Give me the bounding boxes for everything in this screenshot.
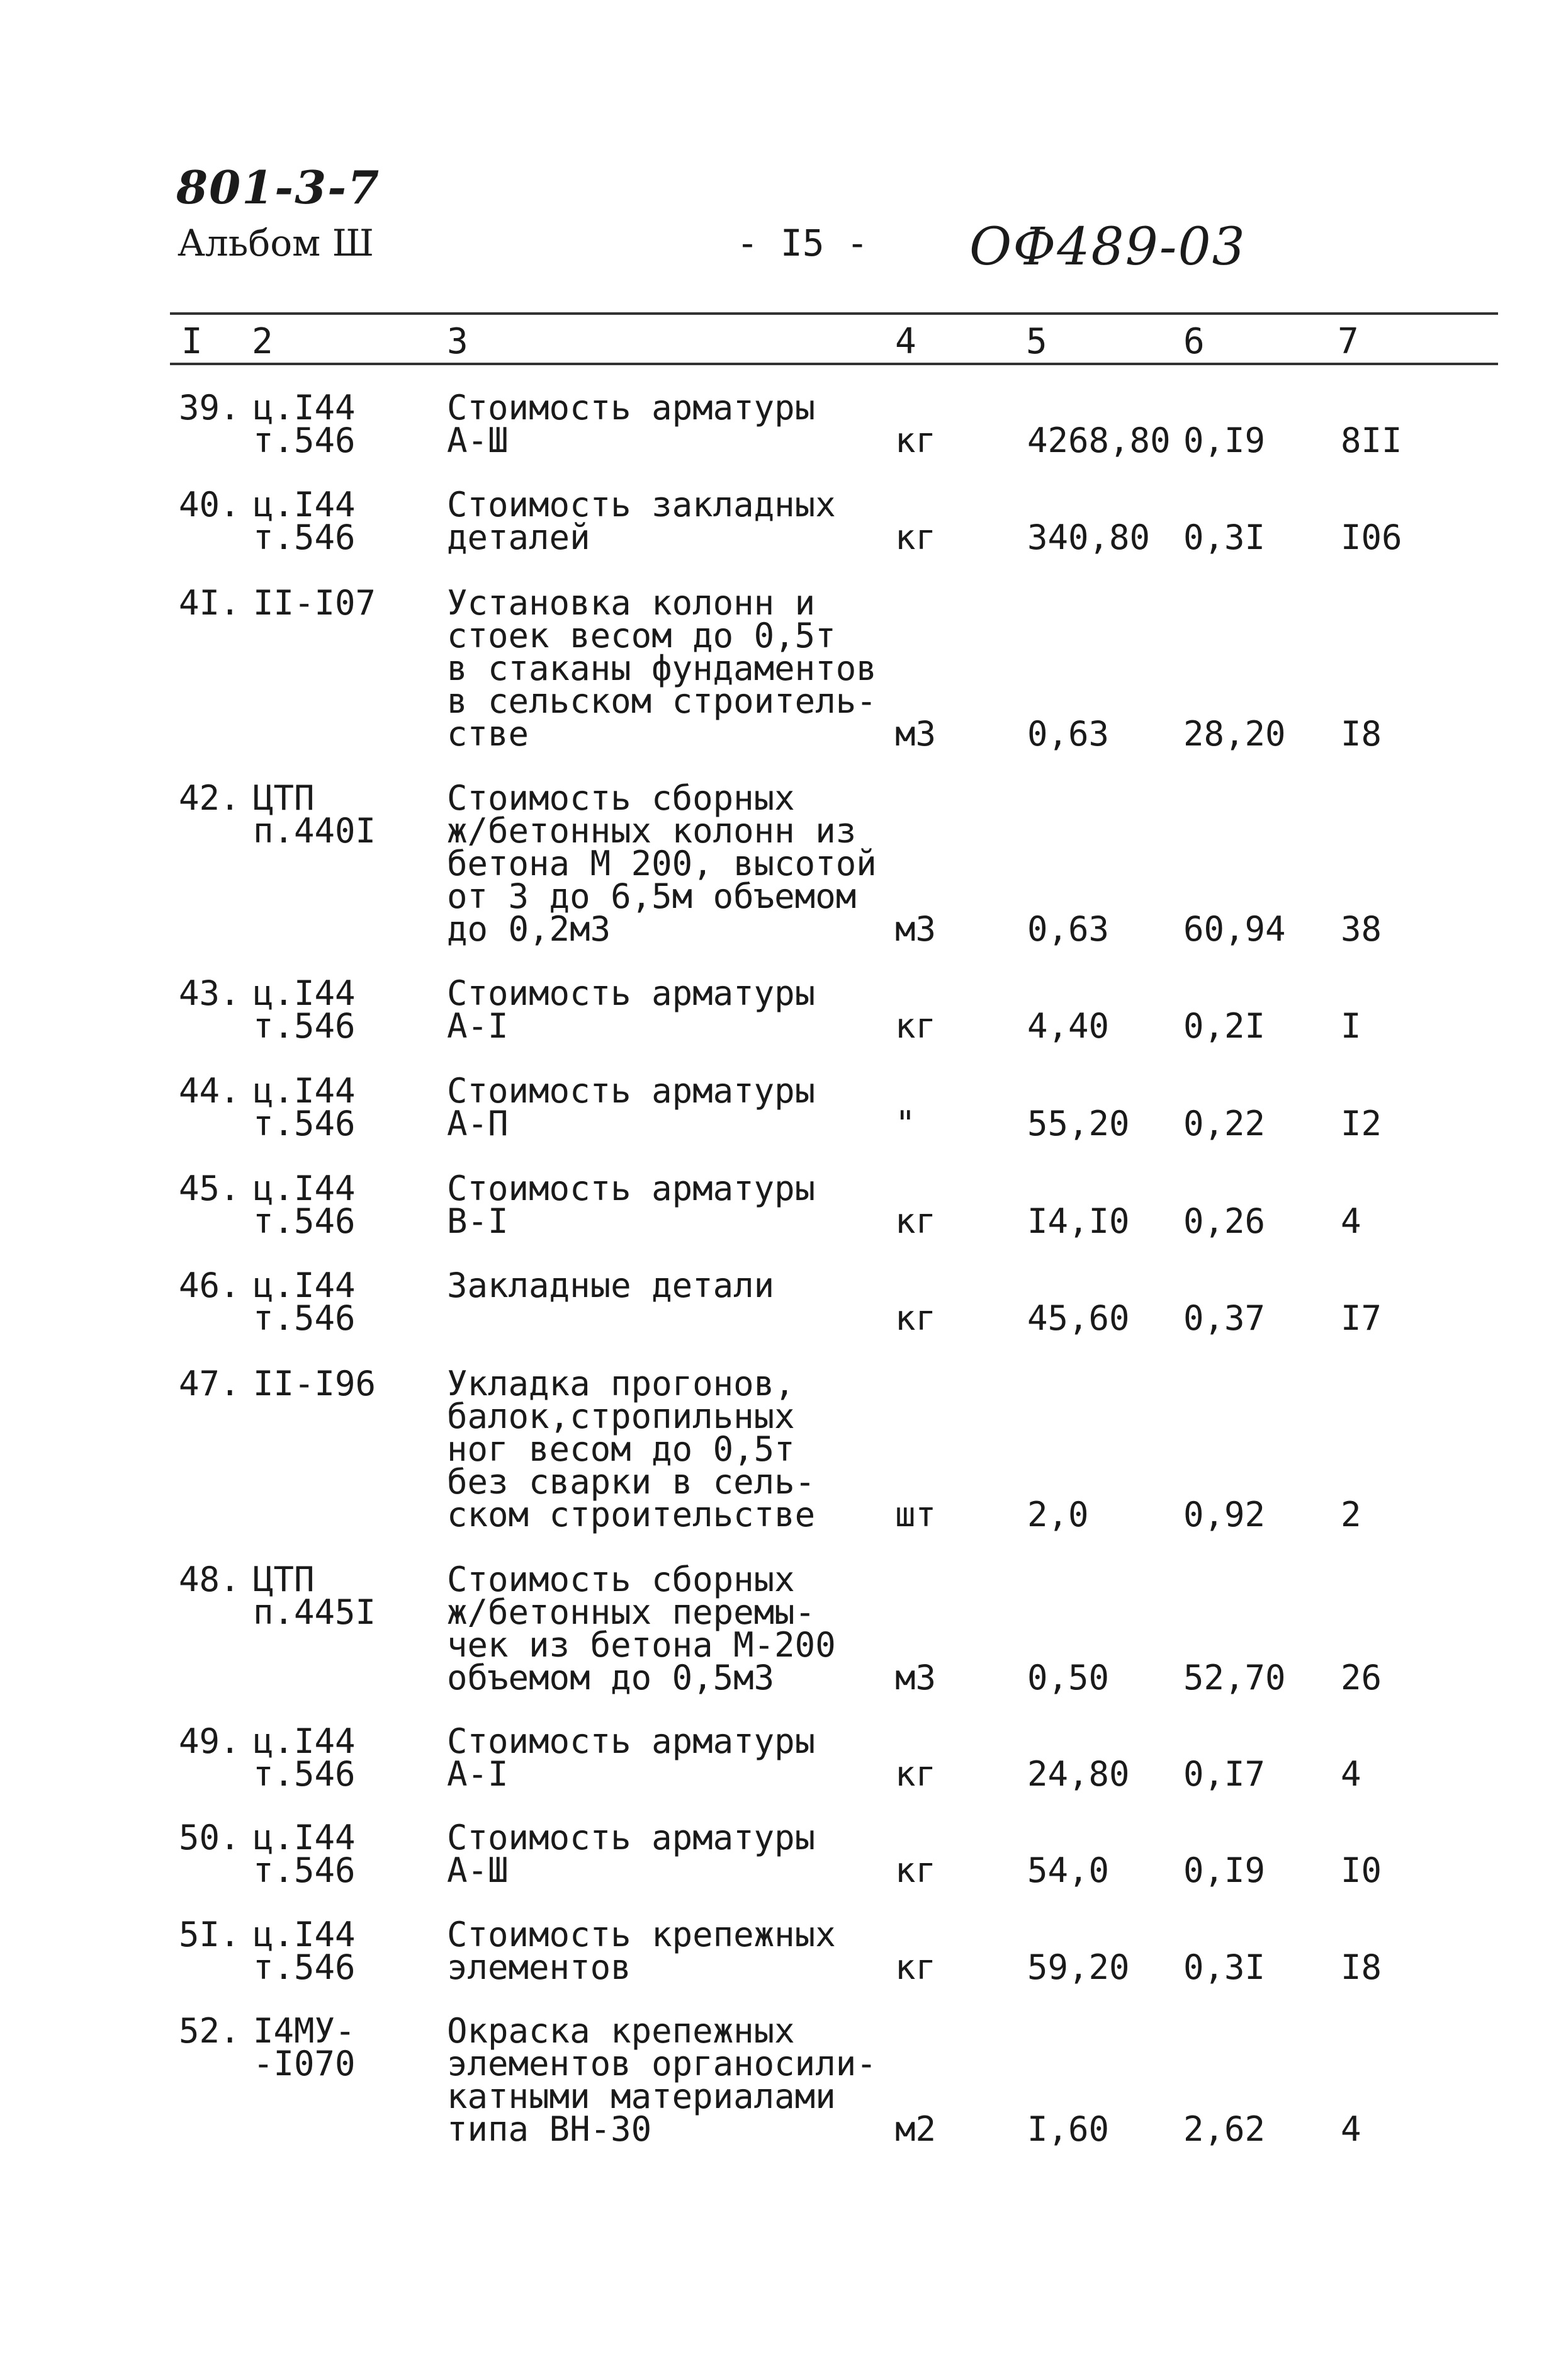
- row-unit: кг: [895, 518, 937, 557]
- row-total: I2: [1341, 1104, 1382, 1143]
- row-number: 49.: [179, 1721, 240, 1761]
- row-total: 2: [1341, 1495, 1361, 1534]
- row-description: Укладка прогонов, балок,стропильных ног весом до 0,5т без сварки в сель- ском строительстве: [447, 1364, 816, 1534]
- row-unit: кг: [895, 1850, 937, 1890]
- row-description: Стоимость арматуры А-Ш: [447, 388, 816, 460]
- row-quantity: 0,63: [1027, 714, 1110, 754]
- row-unit: ": [895, 1104, 916, 1143]
- row-quantity: 4,40: [1027, 1006, 1110, 1046]
- row-quantity: 54,0: [1027, 1850, 1110, 1890]
- row-unit-price: 0,92: [1183, 1495, 1266, 1534]
- column-header-1: I: [181, 321, 203, 362]
- row-number: 45.: [179, 1169, 240, 1208]
- row-description: Стоимость арматуры А-П: [447, 1071, 816, 1143]
- row-total: I06: [1341, 518, 1402, 557]
- row-total: I7: [1341, 1298, 1382, 1338]
- table-row: [0, 1364, 1561, 1534]
- page-number: - I5 -: [736, 222, 869, 264]
- row-unit-price: 0,37: [1183, 1298, 1266, 1338]
- row-quantity: I4,I0: [1027, 1201, 1130, 1241]
- column-header-3: 3: [447, 321, 468, 362]
- row-description: Стоимость сборных ж/бетонных колонн из бетона М 200, высотой от 3 до 6,5м объемом до 0,2м3: [447, 778, 877, 949]
- row-reference: ц.I44 т.546: [253, 388, 356, 460]
- handwritten-sheet-code: ОФ489-03: [969, 217, 1246, 277]
- table-row: [0, 1915, 1561, 1987]
- row-description: Стоимость закладных деталей: [447, 485, 836, 557]
- row-reference: ЦТП п.440I: [253, 778, 376, 851]
- row-total: 26: [1341, 1658, 1382, 1697]
- column-header-4: 4: [895, 321, 916, 362]
- row-unit: м3: [895, 909, 937, 949]
- row-unit-price: 0,I7: [1183, 1754, 1266, 1794]
- row-total: 4: [1341, 1754, 1361, 1794]
- row-quantity: 0,50: [1027, 1658, 1110, 1697]
- row-description: Установка колонн и стоек весом до 0,5т в стаканы фундаментов в сельском строитель- стве: [447, 583, 877, 754]
- row-number: 5I.: [179, 1915, 240, 1954]
- row-number: 50.: [179, 1818, 240, 1857]
- row-unit-price: 0,I9: [1183, 421, 1266, 460]
- row-quantity: I,60: [1027, 2109, 1110, 2149]
- row-total: 4: [1341, 2109, 1361, 2149]
- row-reference: II-I96: [253, 1364, 376, 1403]
- table-row: [0, 1818, 1561, 1890]
- row-description: Стоимость крепежных элементов: [447, 1915, 836, 1987]
- row-quantity: 24,80: [1027, 1754, 1130, 1794]
- table-header-bottom-rule: [170, 363, 1498, 365]
- row-unit: шт: [895, 1495, 937, 1534]
- row-number: 44.: [179, 1071, 240, 1111]
- album-label: Альбом Ш: [178, 222, 374, 264]
- row-quantity: 2,0: [1027, 1495, 1089, 1534]
- row-reference: ц.I44 т.546: [253, 973, 356, 1046]
- row-description: Стоимость арматуры А-Ш: [447, 1818, 816, 1890]
- row-reference: II-I07: [253, 583, 376, 623]
- table-row: [0, 1266, 1561, 1338]
- row-number: 39.: [179, 388, 240, 428]
- row-total: 38: [1341, 909, 1382, 949]
- row-number: 42.: [179, 778, 240, 818]
- row-quantity: 340,80: [1027, 518, 1151, 557]
- row-description: Стоимость арматуры А-I: [447, 1721, 816, 1794]
- row-unit-price: 2,62: [1183, 2109, 1266, 2149]
- table-row: [0, 2011, 1561, 2149]
- row-reference: ц.I44 т.546: [253, 1721, 356, 1794]
- row-description: Стоимость арматуры А-I: [447, 973, 816, 1046]
- row-description: Окраска крепежных элементов органосили- катными материалами типа ВН-30: [447, 2011, 877, 2149]
- row-quantity: 45,60: [1027, 1298, 1130, 1338]
- row-unit: кг: [895, 1298, 937, 1338]
- column-header-2: 2: [252, 321, 273, 362]
- table-row: [0, 1560, 1561, 1697]
- row-total: 8II: [1341, 421, 1402, 460]
- row-total: I0: [1341, 1850, 1382, 1890]
- table-row: [0, 778, 1561, 949]
- row-number: 43.: [179, 973, 240, 1013]
- row-unit-price: 0,22: [1183, 1104, 1266, 1143]
- row-number: 4I.: [179, 583, 240, 623]
- row-unit: м3: [895, 714, 937, 754]
- row-description: Закладные детали: [447, 1266, 775, 1305]
- row-unit-price: 0,3I: [1183, 1947, 1266, 1987]
- row-reference: ц.I44 т.546: [253, 1266, 356, 1338]
- row-number: 40.: [179, 485, 240, 524]
- row-total: I8: [1341, 1947, 1382, 1987]
- row-number: 46.: [179, 1266, 240, 1305]
- table-header-top-rule: [170, 312, 1498, 315]
- row-reference: ц.I44 т.546: [253, 485, 356, 557]
- column-header-6: 6: [1183, 321, 1205, 362]
- row-unit-price: 0,I9: [1183, 1850, 1266, 1890]
- row-total: I8: [1341, 714, 1382, 754]
- row-reference: I4МУ- -I070: [253, 2011, 356, 2083]
- row-unit-price: 52,70: [1183, 1658, 1286, 1697]
- row-quantity: 0,63: [1027, 909, 1110, 949]
- row-total: I: [1341, 1006, 1361, 1046]
- row-unit: кг: [895, 1006, 937, 1046]
- table-row: [0, 1071, 1561, 1143]
- row-reference: ц.I44 т.546: [253, 1169, 356, 1241]
- row-quantity: 59,20: [1027, 1947, 1130, 1987]
- row-reference: ц.I44 т.546: [253, 1818, 356, 1890]
- row-quantity: 55,20: [1027, 1104, 1130, 1143]
- row-number: 47.: [179, 1364, 240, 1403]
- table-row: [0, 973, 1561, 1046]
- row-unit: кг: [895, 421, 937, 460]
- row-unit: кг: [895, 1754, 937, 1794]
- row-number: 48.: [179, 1560, 240, 1599]
- row-unit-price: 60,94: [1183, 909, 1286, 949]
- row-unit-price: 0,3I: [1183, 518, 1266, 557]
- row-description: Стоимость сборных ж/бетонных перемы- чек из бетона М-200 объемом до 0,5м3: [447, 1560, 836, 1697]
- row-unit-price: 0,26: [1183, 1201, 1266, 1241]
- column-header-7: 7: [1338, 321, 1359, 362]
- table-row: [0, 1721, 1561, 1794]
- row-unit-price: 0,2I: [1183, 1006, 1266, 1046]
- row-reference: ЦТП п.445I: [253, 1560, 376, 1632]
- handwritten-doc-code: 801-3-7: [176, 161, 381, 214]
- row-unit: кг: [895, 1201, 937, 1241]
- row-unit: м2: [895, 2109, 937, 2149]
- row-reference: ц.I44 т.546: [253, 1071, 356, 1143]
- table-row: [0, 1169, 1561, 1241]
- table-row: [0, 388, 1561, 460]
- row-unit-price: 28,20: [1183, 714, 1286, 754]
- table-row: [0, 485, 1561, 557]
- row-unit: м3: [895, 1658, 937, 1697]
- table-row: [0, 583, 1561, 754]
- row-quantity: 4268,80: [1027, 421, 1171, 460]
- row-unit: кг: [895, 1947, 937, 1987]
- row-reference: ц.I44 т.546: [253, 1915, 356, 1987]
- row-number: 52.: [179, 2011, 240, 2051]
- row-description: Стоимость арматуры В-I: [447, 1169, 816, 1241]
- row-total: 4: [1341, 1201, 1361, 1241]
- column-header-5: 5: [1026, 321, 1047, 362]
